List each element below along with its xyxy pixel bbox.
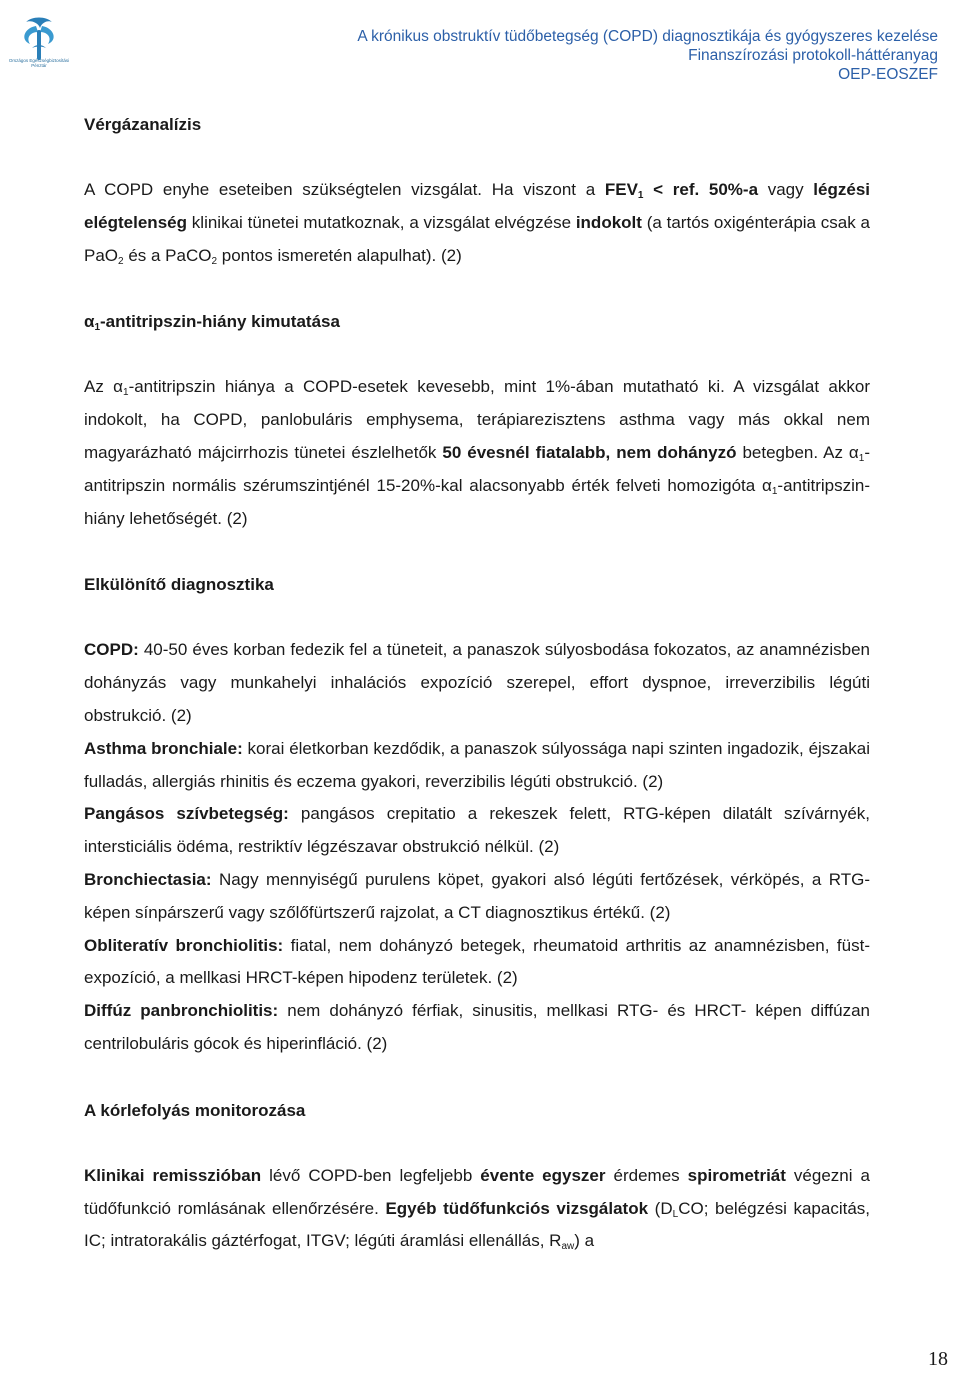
paragraph-copd: COPD: 40-50 éves korban fedezik fel a tüneteit, a panaszok súlyosbodása fokozatos, az anamnézisben dohányzás vagy munkahelyi inhalációs expozíció szerepel, effort dyspnoe, irreverzibilis légúti obstrukció. (2) bbox=[84, 640, 870, 725]
paragraph-heart-failure: Pangásos szívbetegség: pangásos crepitatio a rekeszek felett, RTG-képen dilatált szívárnyék, intersticiális ödéma, restriktív légzészavar obstrukció nélkül. (2) bbox=[84, 804, 870, 857]
header-text bbox=[357, 27, 938, 84]
logo-caption: Országos Egészségbiztosítási Pénztár bbox=[8, 58, 70, 68]
paragraph-obliterative-bronchiolitis: Obliteratív bronchiolitis: fiatal, nem dohányzó betegek, rheumatoid arthritis az anamnézisben, füst-expozíció, a mellkasi HRCT-képen hipodenz területek. (2) bbox=[84, 935, 870, 988]
paragraph-blood-gas: A COPD enyhe eseteiben szükségtelen vizsgálat. Ha viszont a $FEV_1$ < ref. 50%-a vagy légzési elégtelenség klinikai tünetei mutatkoznak, a vizsgálat elvégzése indokolt (a tartós oxigénterápia csak a PaO$_2$ és a PaCO$_2$ pontos ismeretén alapulhat). (2) bbox=[84, 180, 870, 267]
heading-blood-gas: Vérgázanalízis bbox=[84, 115, 202, 134]
page-header bbox=[0, 0, 960, 90]
paragraph-bronchiectasis: Bronchiectasia: Nagy mennyiségű purulens köpet, gyakori alsó légúti fertőzések, vérköpés, a RTG-képen sínpárszerű vagy szőlőfürtszerű rajzolat, a CT diagnosztikus értékű. (2) bbox=[84, 869, 870, 922]
paragraph-diffuse-panbronchiolitis: Diffúz panbronchiolitis: nem dohányzó férfiak, sinusitis, mellkasi RTG- és HRCT- képen diffúzan centrilobuláris gócok és hiperinfláció. (2) bbox=[84, 1001, 870, 1053]
header-subtitle: Finanszírozási protokoll-háttéranyag bbox=[688, 47, 938, 64]
paragraph-monitoring: Klinikai remisszióban lévő COPD-ben legfeljebb évente egyszer érdemes spirometriát végezni a tüdőfunkció romlásának ellenőrzésére. Egyéb tüdőfunkciós vizsgálatok ($D_LCO$; belégzési kapacitás, IC; intratorakális gáztérfogat, ITGV; légúti áramlási ellenállás, $R_{aw}$) a bbox=[84, 1165, 871, 1253]
header-org: OEP-EOSZEF bbox=[838, 66, 938, 83]
header-title: A krónikus obstruktív tüdőbetegség (COPD) diagnosztikája és gyógyszeres kezelése bbox=[357, 28, 938, 45]
heading-monitoring: A kórlefolyás monitorozása bbox=[84, 1100, 306, 1120]
heading-alpha-antitrypsin: $\alpha_1-antitripszin$-hiány kimutatása bbox=[84, 312, 340, 334]
page-number: 18 bbox=[928, 1348, 948, 1370]
paragraph-alpha-antitrypsin: Az $\alpha_1$-antitripszin hiánya a COPD-esetek kevesebb, mint 1%-ában mutatható ki. A vizsgálat akkor indokolt, ha COPD, panlobuláris emphysema, terápiarezisztens asthma vagy más okkal nem magyarázható májcirrhozis tünetei észlelhetők 50 évesnél fiatalabb, nem dohányzó betegben. Az $\alpha_1$-antitripszin normális szérumszintjénél 15-20%-kal alacsonyabb érték felveti homozigóta $\alpha_1-antitripszin$-hiány lehetőségét. (2) bbox=[84, 377, 870, 528]
heading-differential-diagnosis: Elkülönítő diagnosztika bbox=[84, 575, 274, 595]
document-body bbox=[84, 108, 870, 1258]
paragraph-asthma: Asthma bronchiale: korai életkorban kezdődik, a panaszok súlyossága napi szinten ingadozik, éjszakai fulladás, allergiás rhinitis és eczema gyakori, reverzibilis légúti obstrukció. (2) bbox=[84, 738, 870, 791]
